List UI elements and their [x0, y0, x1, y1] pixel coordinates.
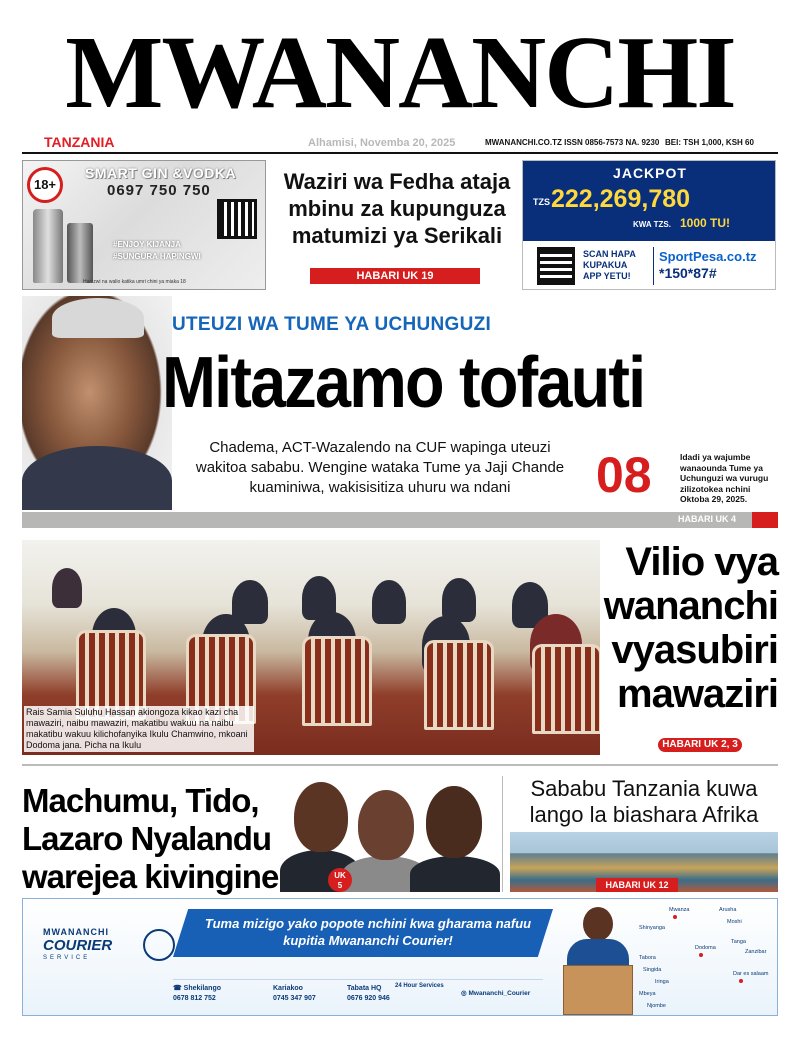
qr-code-icon — [217, 199, 257, 239]
contact-kariakoo[interactable] — [273, 984, 316, 1004]
map-dot — [739, 979, 743, 983]
map-city: Zanzibar — [745, 949, 767, 955]
map-city: Mwanza — [669, 907, 690, 913]
ad-mwananchi-courier[interactable] — [22, 898, 778, 1016]
map-city: Moshi — [727, 919, 742, 925]
jackpot-amount: 222,269,780 — [551, 185, 691, 213]
portrait-suit — [22, 446, 172, 510]
map-city: Shinyanga — [639, 925, 665, 931]
fact-text: Idadi ya wajumbe wanaounda Tume ya Uchunguzi wa vurugu zilizotokea nchini Oktoba 29, 2025. — [680, 452, 769, 504]
second-story-page-tag: HABARI UK 2, 3 — [658, 738, 742, 752]
ad-gin-hashtag-1: #ENJOY KIJANJA — [113, 240, 181, 249]
contact-shekilango[interactable] — [173, 984, 221, 1004]
courier-hours: 24 Hour Services — [395, 983, 444, 989]
third-story-portraits — [280, 772, 500, 892]
map-dot — [673, 915, 677, 919]
price-line: BEI: TSH 1,000, KSH 60 — [665, 138, 754, 147]
third-story-headline[interactable]: Machumu, Tido, Lazaro Nyalandu warejea kivingine — [22, 782, 279, 895]
map-city: Singida — [643, 967, 662, 973]
man-head — [583, 907, 613, 941]
scan-line-2: KUPAKUA — [583, 260, 628, 270]
masthead-rule — [22, 152, 778, 154]
map-city: Njombe — [647, 1003, 666, 1009]
portrait-face — [358, 790, 414, 860]
map-city: Dar es salaam — [733, 971, 769, 977]
courier-instagram[interactable] — [461, 989, 530, 997]
ad-divider — [653, 247, 654, 285]
jackpot-title: JACKPOT — [613, 165, 687, 181]
main-story-portrait — [22, 296, 172, 510]
jackpot-currency: TZS — [533, 197, 550, 207]
main-story-footer-bar — [22, 512, 752, 528]
sportpesa-logo: SportPesa.co.tz — [659, 249, 757, 264]
section-rule — [22, 764, 778, 766]
main-story-deck: Chadema, ACT-Wazalendo na CUF wapinga uteuzi wakitoa sababu. Wengine wataka Tume ya Jaji Chande kuaminiwa, wakisisitiza uhuru wa ndani — [195, 439, 565, 496]
ad-gin-phone: 0697 750 750 — [107, 182, 211, 199]
teaser-headline[interactable]: Waziri wa Fedha ataja mbinu za kupunguza matumizi ya Serikali — [283, 169, 511, 248]
portrait-face — [426, 786, 482, 858]
courier-slogan: Tuma mizigo yako popote nchini kwa gharama nafuu kupitia Mwananchi Courier! — [204, 916, 532, 948]
portrait-face — [294, 782, 348, 852]
jackpot-stake-label: KWA TZS. — [633, 220, 671, 229]
qr-code-icon — [537, 247, 575, 285]
portrait-suit — [410, 856, 500, 892]
ad-gin-hashtag-2: #SUNGURA HAPINGWI — [113, 252, 201, 261]
stake-suffix: TU! — [710, 216, 731, 230]
age-restriction-badge: 18+ — [27, 167, 63, 203]
social-handle: Mwananchi_Courier — [468, 990, 531, 997]
fourth-story-headline[interactable]: Sababu Tanzania kuwa lango la biashara Afrika — [529, 776, 759, 827]
map-city: Arusha — [719, 907, 737, 913]
ad-gin-title: SMART GIN &VODKA — [85, 165, 237, 181]
ad-sportpesa-jackpot[interactable] — [522, 160, 776, 290]
contact-place: Tabata HQ — [347, 985, 382, 992]
bottle-image — [33, 209, 63, 283]
contact-phone: 0678 812 752 — [173, 995, 216, 1002]
page-badge-label: UK — [334, 871, 346, 880]
contact-place: Kariakoo — [273, 985, 303, 992]
courier-logo-main: COURIER — [43, 937, 113, 954]
instagram-icon: ◎ — [461, 990, 469, 997]
issue-date: Alhamisi, Novemba 20, 2025 — [308, 137, 456, 149]
main-story-kicker: UTEUZI WA TUME YA UCHUNGUZI — [172, 314, 492, 335]
photo-person — [372, 580, 406, 624]
jackpot-stake-value — [680, 216, 730, 230]
contact-phone: 0676 920 946 — [347, 995, 390, 1002]
teaser-page-tag: HABARI UK 19 — [310, 268, 480, 284]
column-rule — [502, 776, 503, 892]
parcel-box — [563, 965, 633, 1015]
main-story-footer-accent — [752, 512, 778, 528]
photo-chair — [302, 636, 372, 726]
courier-logo-sub: SERVICE — [43, 955, 91, 961]
photo-chair — [532, 644, 600, 734]
fourth-story-page-tag: HABARI UK 12 — [596, 878, 678, 892]
map-dot — [699, 953, 703, 957]
second-story-headline[interactable]: Vilio vya wananchi vyasubiri mawaziri — [603, 540, 778, 716]
map-city: Mbeya — [639, 991, 656, 997]
scan-line-3: APP YETU! — [583, 271, 631, 281]
courier-logo-top: MWANANCHI — [43, 927, 109, 937]
photo-chair — [424, 640, 494, 730]
courier-logo — [41, 927, 181, 967]
map-city: Tabora — [639, 955, 656, 961]
scan-line-1: SCAN HAPA — [583, 249, 636, 259]
contact-phone: 0745 347 907 — [273, 995, 316, 1002]
map-city: Tanga — [731, 939, 746, 945]
stake-amount: 1000 — [680, 216, 707, 230]
courier-emblem-icon — [143, 929, 175, 961]
main-story-page-tag: HABARI UK 4 — [678, 514, 737, 524]
contact-place: Shekilango — [183, 985, 222, 992]
phone-icon: ☎ — [173, 985, 184, 992]
ussd-code: *150*87# — [659, 265, 717, 281]
photo-caption: Rais Samia Suluhu Hassan akiongoza kikao kazi cha mawaziri, naibu mawaziri, makatibu wakuu na naibu makatibu wakuu kilichofanyika Ikulu Chamwino, mkoani Dodoma jana. Picha na Ikulu — [24, 706, 254, 752]
fact-number: 08 — [596, 447, 652, 503]
page-badge-number: 5 — [337, 881, 343, 890]
scan-app-text — [583, 249, 636, 282]
map-city: Iringa — [655, 979, 669, 985]
masthead-title: MWANANCHI — [65, 15, 735, 130]
can-image — [67, 223, 93, 283]
ad-gin-disclaimer: Haiuzwi na walio katika umri chini ya miaka 18 — [83, 279, 186, 285]
map-city: Dodoma — [695, 945, 716, 951]
main-story-headline[interactable]: Mitazamo tofauti — [162, 343, 645, 423]
issn-line: MWANANCHI.CO.TZ ISSN 0856-7573 NA. 9230 — [485, 138, 660, 147]
tanzania-route-map — [639, 905, 773, 1013]
ad-smart-gin[interactable] — [22, 160, 266, 290]
third-story-page-badge — [328, 868, 352, 892]
contact-tabata[interactable] — [347, 984, 390, 1004]
teaser-finance-minister[interactable] — [272, 160, 522, 290]
courier-delivery-man — [563, 907, 633, 1015]
country-label: TANZANIA — [44, 134, 115, 150]
dateline — [30, 134, 770, 152]
portrait-hair — [52, 298, 144, 338]
photo-person — [52, 568, 82, 608]
